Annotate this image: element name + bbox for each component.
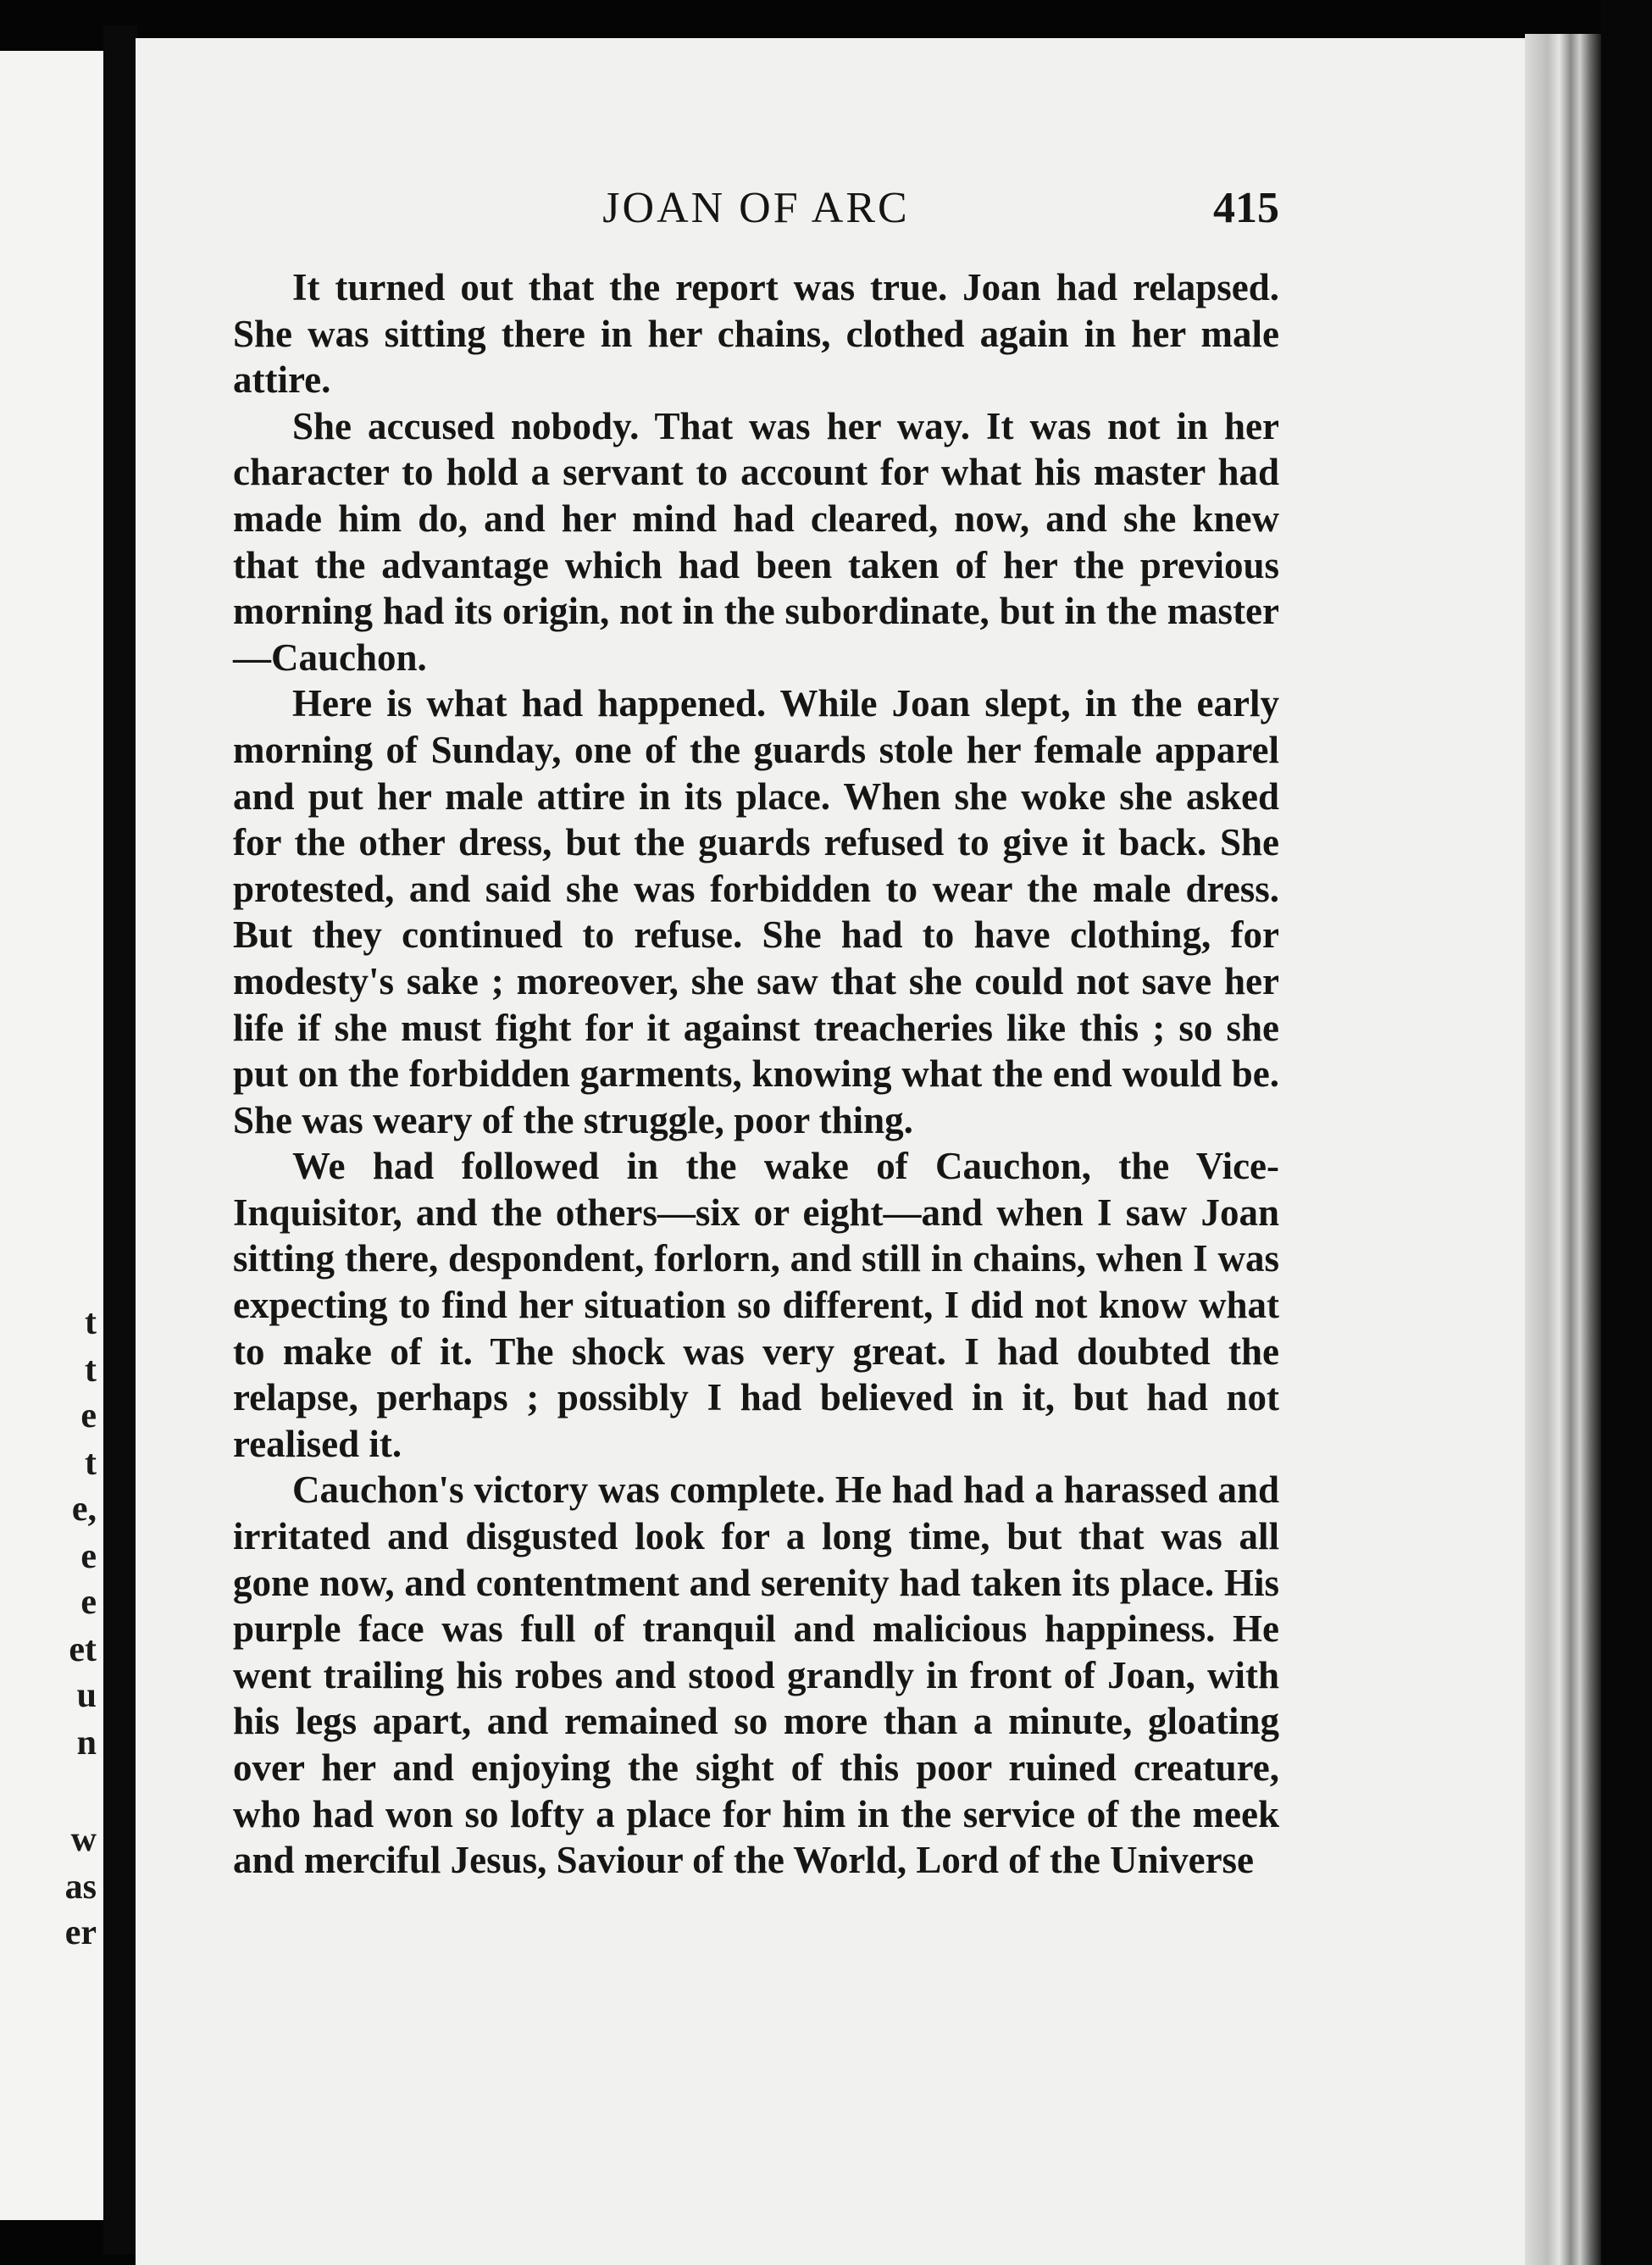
fragment: e,	[71, 1490, 97, 1529]
fragment: e	[80, 1396, 97, 1435]
page-number: 415	[1213, 184, 1279, 232]
paragraph: She accused nobody. That was her way. It was not in her character to hold a servant to account for what his master had made him do, and her mind had cleared, now, and she knew that the advantage which had been taken of her the previous morning had its origin, not in the subordinate, but in the master—Cauchon.	[233, 404, 1279, 679]
paragraph: Here is what had happened. While Joan slept, in the early morning of Sunday, one of the guards stole her female apparel and put her male attire in its place. When she woke she asked for the other dress, but the guards refused to give it back. She protested, and said she was forbidden to wear the male dress. But they continued to refuse. She had to have clothing, for modesty's sake ; moreover, she saw that she could not save her life if she must fight for it against treacheries like this ; so she put on the forbidden garments, knowing what the end would be. She was weary of the struggle, poor thing.	[233, 682, 1279, 1141]
page-header	[233, 183, 1279, 234]
fragment: as	[64, 1868, 97, 1907]
running-title: JOAN OF ARC	[602, 184, 910, 232]
fragment: t	[85, 1444, 97, 1483]
paragraph: We had followed in the wake of Cauchon, the Vice-Inquisitor, and the others—six or eight—and when I saw Joan sitting there, despondent, forlorn, and still in chains, when I was expecting to find her situation so different, I did not know what to make of it. The shock was very great. I had doubted the relapse, perhaps ; possibly I had believed in it, but had not realised it.	[233, 1145, 1279, 1465]
fragment: t	[85, 1303, 97, 1342]
fragment: er	[64, 1913, 97, 1952]
paragraph: Cauchon's victory was complete. He had had a harassed and irritated and disgusted look for a long time, but that was all gone now, and contentment and serenity had taken its place. His purple face was full of tranquil and malicious happiness. He went trailing his robes and stood grandly in front of Joan, with his legs apart, and remained so more than a minute, gloating over her and enjoying the sight of this poor ruined creature, who had won so lofty a place for him in the service of the meek and merciful Jesus, Saviour of the World, Lord of the Universe	[233, 1468, 1279, 1882]
book-gutter	[103, 25, 137, 2254]
fragment: e	[80, 1537, 97, 1576]
fragment: et	[69, 1630, 97, 1669]
previous-page-edge	[0, 51, 103, 2220]
fragment: e	[80, 1583, 97, 1622]
fragment: u	[76, 1676, 97, 1715]
fragment: t	[85, 1351, 97, 1390]
page-stack-edge	[1525, 34, 1601, 2265]
previous-page-text-fragments	[46, 51, 97, 2220]
page-body	[233, 264, 1279, 1884]
scan-background	[1601, 0, 1652, 2265]
fragment: w	[70, 1820, 97, 1859]
fragment: n	[76, 1724, 97, 1763]
paragraph: It turned out that the report was true. Joan had relapsed. She was sitting there in her chains, clothed again in her male attire.	[233, 266, 1279, 402]
